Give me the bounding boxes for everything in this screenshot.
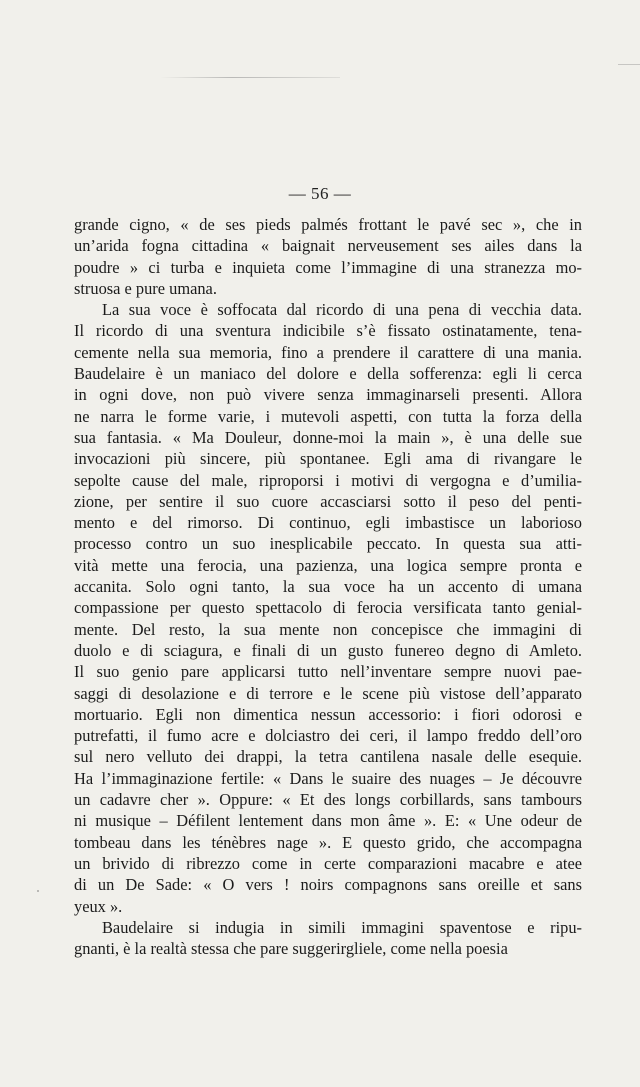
- text-line: struosa e pure umana.: [74, 278, 217, 298]
- paragraph: [74, 214, 582, 299]
- paragraph: [74, 917, 582, 960]
- text-line: Ha l’immaginazione fertile: « Dans le suaire des nuages – Je découvre: [74, 768, 582, 788]
- text-line: Baudelaire si indugia in simili immagini spaventose e ripu-: [102, 917, 582, 937]
- text-line: un cadavre cher ». Oppure: « Et des longs corbillards, sans tambours: [74, 790, 582, 810]
- text-line: mortuario. Egli non dimentica nessun accessorio: i fiori odorosi e: [74, 704, 582, 724]
- scan-edge-mark: [618, 64, 640, 65]
- text-line: saggi di desolazione e di terrore e le scene più vistose dell’apparato: [74, 683, 582, 703]
- text-line: La sua voce è soffocata dal ricordo di una pena di vecchia data.: [102, 300, 582, 320]
- scan-artifact-line: [160, 77, 340, 78]
- text-line: compassione per questo spettacolo di ferocia versificata tanto genial-: [74, 598, 582, 618]
- text-line: in ogni dove, non può vivere senza immaginarseli presenti. Allora: [74, 385, 582, 405]
- text-line: poudre » ci turba e inquieta come l’immagine di una stranezza mo-: [74, 257, 582, 277]
- text-line: un’arida fogna cittadina « baignait nerveusement ses ailes dans la: [74, 236, 582, 256]
- text-line: ni musique – Défilent lentement dans mon âme ». E: « Une odeur de: [74, 811, 582, 831]
- text-line: mente. Del resto, la sua mente non concepisce che immagini di: [74, 619, 582, 639]
- text-line: cemente nella sua memoria, fino a prendere il carattere di una mania.: [74, 342, 582, 362]
- page-number: — 56 —: [288, 184, 352, 203]
- text-line: tombeau dans les ténèbres nage ». E questo grido, che accompagna: [74, 832, 582, 852]
- text-line: vità mette una ferocia, una pazienza, una logica sempre pronta e: [74, 555, 582, 575]
- body-text: [74, 214, 582, 959]
- text-line: Il suo genio pare applicarsi tutto nell’inventare sempre nuovi pae-: [74, 662, 582, 682]
- text-line: sepolte cause del male, riproporsi i motivi di vergogna e d’umilia-: [74, 470, 582, 490]
- text-line: sul nero velluto dei drappi, la tetra cantilena nasale delle esequie.: [74, 747, 582, 767]
- text-line: sua fantasia. « Ma Douleur, donne-moi la main », è una delle sue: [74, 427, 582, 447]
- text-line: ne narra le forme varie, i mutevoli aspetti, con tutta la forza della: [74, 406, 582, 426]
- text-line: gnanti, è la realtà stessa che pare suggerirgliele, come nella poesia: [74, 939, 508, 959]
- text-line: zione, per sentire il suo cuore accasciarsi sotto il peso del penti-: [74, 491, 582, 511]
- text-line: grande cigno, « de ses pieds palmés frottant le pavé sec », che in: [74, 215, 582, 234]
- text-line: di un De Sade: « O vers ! noirs compagnons sans oreille et sans: [74, 875, 582, 895]
- text-line: accanita. Solo ogni tanto, la sua voce ha un accento di umana: [74, 577, 582, 597]
- paragraph: [74, 299, 582, 917]
- text-line: processo contro un suo inesplicabile peccato. In questa sua atti-: [74, 534, 582, 554]
- text-line: Baudelaire è un maniaco del dolore e della sofferenza: egli li cerca: [74, 364, 582, 384]
- text-line: putrefatti, il fumo acre e dolciastro dei ceri, il lampo freddo dell’oro: [74, 726, 582, 746]
- text-line: invocazioni più sincere, più spontanee. Egli ama di rivangare le: [74, 449, 582, 469]
- text-line: mento e del rimorso. Di continuo, egli imbastisce un laborioso: [74, 513, 582, 533]
- scan-speck: [37, 890, 39, 892]
- text-line: Il ricordo di una sventura indicibile s’è fissato ostinatamente, tena-: [74, 321, 582, 341]
- text-line: un brivido di ribrezzo come in certe comparazioni macabre e atee: [74, 853, 582, 873]
- text-line: duolo e di sciagura, e finali di un gusto funereo degno di Amleto.: [74, 640, 582, 660]
- text-line: yeux ».: [74, 896, 123, 916]
